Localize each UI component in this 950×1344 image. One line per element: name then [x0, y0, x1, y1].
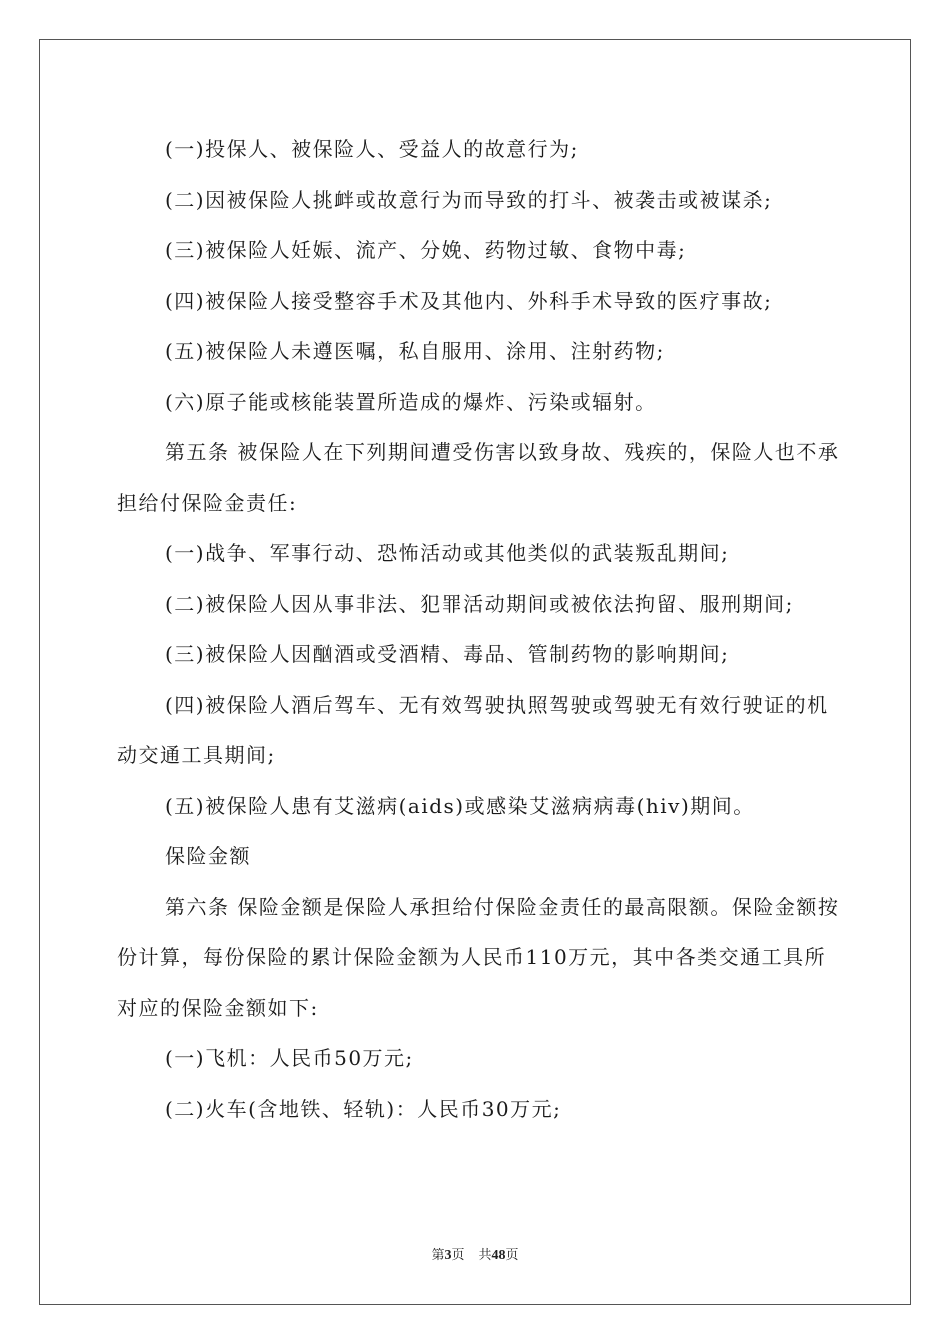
article-5-paragraph: 第五条 被保险人在下列期间遭受伤害以致身故、残疾的，保险人也不承担给付保险金责任: [117, 440, 840, 515]
footer-page-suffix: 页 [451, 1248, 465, 1263]
paragraph-11: (四)被保险人酒后驾车、无有效驾驶执照驾驶或驾驶无有效行驶证的机动交通工具期间; [117, 692, 829, 767]
footer-total-prefix: 共 [478, 1248, 492, 1263]
paragraph-4: (四)被保险人接受整容手术及其他内、外科手术导致的医疗事故; [165, 288, 773, 313]
paragraph-6: (六)原子能或核能装置所造成的爆炸、污染或辐射。 [165, 389, 657, 414]
paragraph-16: (二)火车(含地铁、轻轨)：人民币30万元; [165, 1096, 562, 1121]
article-6-paragraph: 第六条 保险金额是保险人承担给付保险金责任的最高限额。保险金额按份计算，每份保险的累计保险金额为人民币110万元，其中各类交通工具所对应的保险金额如下: [117, 894, 840, 1020]
footer-total-pages: 48 [491, 1248, 506, 1263]
paragraph-12: (五)被保险人患有艾滋病(aids)或感染艾滋病病毒(hiv)期间。 [165, 793, 755, 818]
footer-page-prefix: 第 [431, 1248, 445, 1263]
footer-page-number: 3 [444, 1248, 452, 1263]
paragraph-8: (一)战争、军事行动、恐怖活动或其他类似的武装叛乱期间; [165, 541, 730, 565]
paragraph-1: (一)投保人、被保险人、受益人的故意行为; [165, 137, 579, 161]
paragraph-10: (三)被保险人因酗酒或受酒精、毒品、管制药物的影响期间; [165, 642, 730, 666]
footer-total-suffix: 页 [505, 1248, 519, 1263]
document-body [117, 124, 842, 1134]
paragraph-9: (二)被保险人因从事非法、犯罪活动期间或被依法拘留、服刑期间; [165, 591, 794, 616]
section-heading-sum-insured: 保险金额 [165, 844, 251, 868]
page-footer [0, 1247, 950, 1265]
paragraph-15: (一)飞机：人民币50万元; [165, 1046, 414, 1070]
paragraph-3: (三)被保险人妊娠、流产、分娩、药物过敏、食物中毒; [165, 238, 687, 262]
paragraph-5: (五)被保险人未遵医嘱，私自服用、涂用、注射药物; [165, 339, 665, 363]
paragraph-2: (二)因被保险人挑衅或故意行为而导致的打斗、被袭击或被谋杀; [165, 187, 773, 212]
